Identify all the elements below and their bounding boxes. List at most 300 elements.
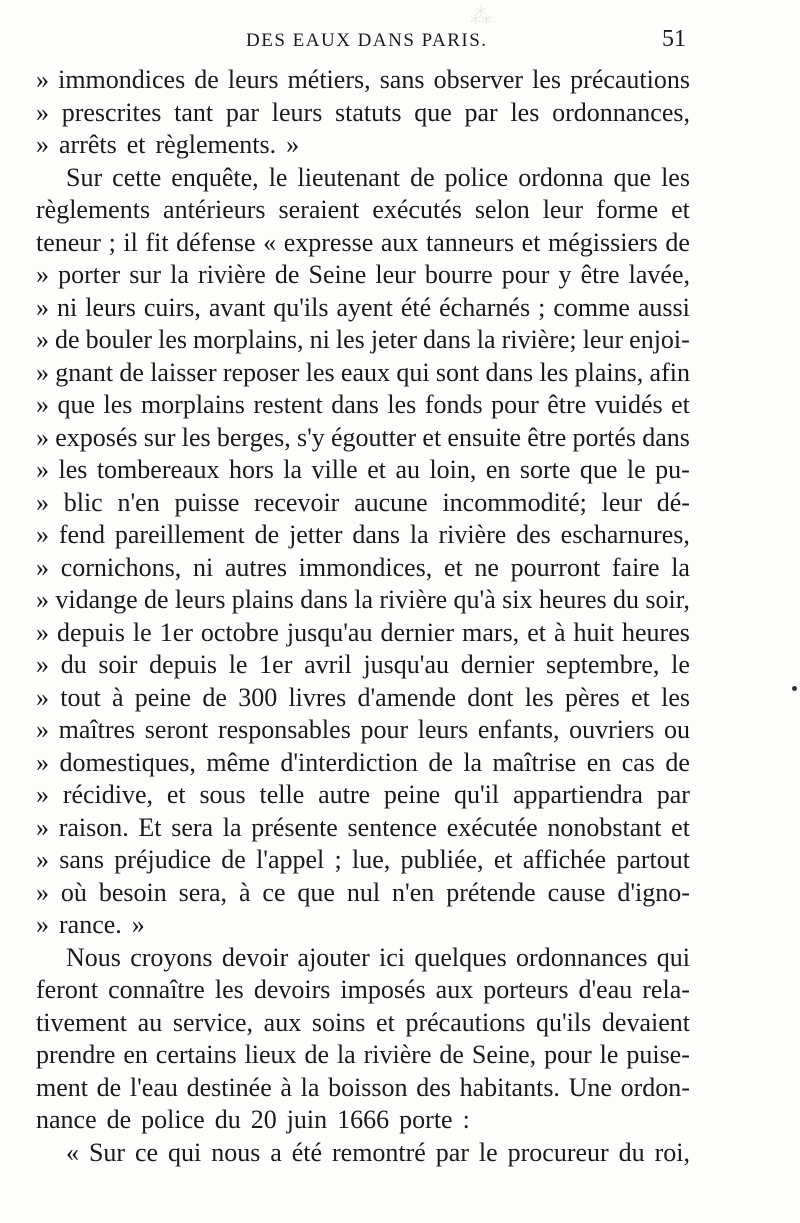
word: de [410,162,435,192]
word: du [60,650,87,679]
word: sans [59,845,105,874]
word: ensuite [447,422,522,452]
text-line [36,1104,690,1137]
word: de [439,1040,464,1069]
word: présente [251,812,338,842]
word: puisse [174,487,240,517]
word: pareillement [114,520,245,549]
word: fonds [424,390,483,419]
word: morplains, [193,325,304,354]
word: du [618,1137,645,1167]
word: fend [58,520,106,549]
text-line [36,357,690,390]
word: afin [649,357,690,387]
word: règlements [36,195,151,224]
text-line [36,64,690,97]
word: heures [538,585,607,614]
word: teneur [36,227,101,257]
word: seront [144,715,209,744]
word: dans [331,390,379,419]
text-line [36,617,690,650]
word: police [141,1105,205,1134]
word: responsables [217,715,351,744]
word: pour [491,390,539,419]
word: le [132,617,152,647]
word: » [36,97,49,127]
word: les [524,682,554,712]
word: ment [36,1072,88,1102]
word: police [444,162,509,192]
word: leurs [417,715,469,744]
word: n'en [117,487,160,517]
word: aux [263,1007,302,1037]
word: devoir [221,942,289,972]
word: mars, [462,617,520,647]
text-line [36,747,690,780]
text-line [36,259,690,292]
word: depuis [149,650,217,679]
word: que [57,390,96,419]
word: tombereaux [96,455,220,484]
word: soins [311,1007,366,1037]
word: enfants, [477,715,560,744]
text-line [36,942,690,975]
word: service, [172,1007,253,1037]
word: » [36,617,49,647]
word: les [539,357,569,387]
word: la [300,1072,320,1102]
word: ordonnances [516,942,648,972]
word: la [463,747,483,777]
word: escharnures, [560,520,690,549]
text-line [36,162,690,195]
word: telle [259,780,305,809]
word: feront [36,975,99,1004]
word: » [36,747,49,777]
word: comme [553,292,630,322]
page-number: 51 [662,26,686,52]
word: précautions [570,65,690,94]
text-line [36,97,690,130]
text-line [36,519,690,552]
word: de [144,585,169,614]
word: les [661,682,690,712]
word: : [462,1105,470,1134]
word: qu'ils [535,1007,592,1037]
word: jusqu'au [286,617,373,647]
word: ou [663,715,690,744]
word: peine [383,780,441,809]
word: tanneurs [425,227,515,257]
text-line [36,649,690,682]
word: pourront [510,552,601,582]
word: la [283,455,303,484]
word: nul [346,877,381,907]
word: 20 [250,1105,277,1134]
word: connaître [108,975,205,1004]
word: aucune [354,487,428,517]
text-line [36,389,690,422]
word: » [36,292,49,322]
word: enjoi- [629,325,690,354]
word: huit [573,617,614,647]
word: de [428,747,453,777]
word: ouvriers [569,715,655,744]
word: destinée [186,1072,272,1102]
word: six [502,585,533,614]
word: ce [262,877,286,907]
word: » [36,715,49,744]
word: partout [616,845,690,874]
word: être [547,390,587,419]
word: de [304,1040,330,1069]
word: porteurs [483,975,569,1004]
word: de [96,1072,122,1102]
word: aux [380,227,419,257]
word: faire [611,552,660,582]
word: leurs [227,65,279,94]
word: morplains [140,390,245,419]
word: préjudice [114,845,212,874]
word: imposés [340,975,426,1004]
word: avant [208,292,266,322]
word: qu'il [453,780,500,809]
word: besoin [98,877,167,907]
word: rivière [197,260,266,289]
word: depuis [57,617,125,647]
text-line [36,552,690,585]
word: dernier [380,617,455,647]
word: rance. [59,910,122,939]
word: gnant [55,357,114,387]
word: ordonna [518,162,604,192]
word: du [214,1105,241,1134]
word: » [36,780,49,809]
word: les [181,422,211,452]
word: ajouter [297,942,370,972]
word: bourre [424,260,493,289]
word: Seine, [471,1040,537,1069]
word: » [36,390,49,419]
word: que [579,455,618,484]
word: et [166,780,186,809]
word: défense [176,227,256,257]
word: lue, [352,845,391,874]
word: du [613,585,640,614]
word: et [671,390,690,419]
word: et [376,1007,395,1037]
word: » [36,650,49,679]
word: de [202,682,227,712]
word: 1er [259,650,293,679]
word: 1er [159,617,193,647]
word: été [400,292,432,322]
word: Une [568,1072,612,1102]
word: porte [399,1105,453,1134]
word: prendre [36,1040,116,1069]
word: » [36,130,49,159]
word: cette [112,162,162,192]
word: remontré [332,1137,426,1167]
word: le [671,650,690,679]
word: immondices [58,65,186,94]
word: exécutés [372,195,462,224]
text-line [36,1072,690,1105]
word: ville [311,455,358,484]
word: hors [229,455,274,484]
word: » [286,130,300,159]
word: habitants. [459,1072,560,1102]
word: par [464,97,498,127]
word: dans [300,585,348,614]
word: antérieurs [163,195,266,224]
text-line [36,909,690,942]
word: ne [474,552,499,582]
word: égoutter [331,422,417,452]
word: que [414,97,452,127]
word: maîtrise [492,747,577,777]
word: les [158,325,187,354]
body-text [36,64,690,1169]
word: a [270,1137,282,1167]
word: restent [253,390,323,419]
word: plains [231,585,294,614]
word: peine [134,682,192,712]
word: rivière [438,520,507,549]
word: lieux [244,1040,297,1069]
word: « [263,227,277,257]
word: » [36,422,49,452]
text-line [36,1007,690,1040]
word: ici [379,942,406,972]
word: les [510,97,540,127]
word: ; [538,292,546,322]
word: » [36,877,49,907]
word: rivière; [501,325,577,354]
word: octobre [200,617,279,647]
word: croyons [130,942,213,972]
text-line [36,682,690,715]
word: d'igno- [617,877,690,907]
word: les [103,390,133,419]
word: et [126,130,146,159]
word: et [521,227,541,257]
word: ce [135,1137,159,1167]
running-head: DES EAUX DANS PARIS. [246,30,488,51]
word: pu- [655,455,690,484]
word: affichée [522,845,607,874]
text-line [36,844,690,877]
word: bouler [85,325,153,354]
bleed-through-text: ⁂ [470,4,492,29]
word: sentence [347,812,438,842]
word: devoirs [253,975,331,1004]
word: Nous [66,942,121,972]
word: que [613,162,652,192]
word: devaient [601,1007,690,1037]
word: être [527,422,567,452]
word: roi, [654,1137,690,1167]
word: dans [352,520,400,549]
word: portés [572,422,637,452]
word: leur [375,260,416,289]
word: nous [211,1137,261,1167]
word: il [123,227,138,257]
word: les [661,162,690,192]
word: au [137,1007,163,1037]
word: aussi [637,292,690,322]
word: Sur [88,1137,126,1167]
word: ni [57,292,78,322]
word: » [36,552,49,582]
word: pères [564,682,620,712]
word: le [599,1040,619,1069]
word: même [206,747,270,777]
word: et [671,812,690,842]
text-line [36,194,690,227]
word: Et [138,812,162,842]
word: arrêts [59,130,117,159]
word: être [580,260,620,289]
text-line [36,227,690,260]
word: domestiques, [59,747,196,777]
word: des [416,1072,451,1102]
word: sur [143,422,176,452]
text-line [36,454,690,487]
word: dernier [460,650,535,679]
word: ni [192,552,214,582]
word: et [367,455,386,484]
word: de [254,520,280,549]
word: où [60,877,87,907]
word: rivière [363,1040,432,1069]
text-line [36,324,690,357]
word: dans [423,325,471,354]
word: métiers, [287,65,371,94]
word: les [532,65,562,94]
word: l'eau [129,1072,178,1102]
word: reposer [222,357,300,387]
word: rela- [642,975,690,1004]
word: jeter [370,325,417,354]
word: le [478,1137,498,1167]
word: soir, [645,585,690,614]
word: le [268,162,288,192]
word: leur [582,325,624,354]
word: recevoir [254,487,340,517]
word: lavée, [628,260,690,289]
word: exécutée [446,812,538,842]
word: » [36,682,49,712]
word: de [119,357,144,387]
word: 1666 [337,1105,390,1134]
word: mégissiers [548,227,658,257]
word: à [238,877,251,907]
word: » [36,845,49,874]
word: que [297,877,335,907]
word: la [476,325,496,354]
word: d'amende [357,682,457,712]
word: immondices, [298,552,433,582]
word: d'interdiction [280,747,418,777]
word: l'appel [256,845,325,874]
word: » [36,812,49,842]
word: heures [622,617,690,647]
word: qui [656,942,690,972]
word: exposés [55,422,138,452]
word: à [280,1072,292,1102]
word: règlements. [155,130,277,159]
word: la [170,260,189,289]
word: les [335,325,365,354]
word: tant [174,97,214,127]
text-line [36,584,690,617]
word: leur [601,487,643,517]
text-line [36,877,690,910]
word: des [516,520,551,549]
word: puise- [626,1040,690,1069]
word: cas [621,747,655,777]
word: avril [304,650,352,679]
word: la [222,812,242,842]
word: tivement [36,1007,127,1037]
word: qu'ils [273,292,329,322]
word: et [631,682,650,712]
word: » [131,910,145,939]
word: boisson [328,1072,408,1102]
word: certains [155,1040,237,1069]
word: statuts [335,97,402,127]
word: sera [171,812,214,842]
word: raison. [58,812,129,842]
word: à [553,617,566,647]
word: enquête, [171,162,259,192]
word: de [665,747,690,777]
word: les [58,455,88,484]
word: dont [467,682,514,712]
word: » [36,585,49,614]
word: de [221,845,246,874]
word: en [123,1040,148,1069]
word: qui [168,1137,202,1167]
word: » [36,520,49,549]
word: eaux [340,357,391,387]
text-line [36,129,690,162]
word: écharnés [439,292,531,322]
word: ; [334,845,342,874]
word: le [228,650,248,679]
word: » [36,455,49,484]
word: la [409,520,429,549]
word: et [493,845,513,874]
word: prétende [446,877,536,907]
word: et [443,552,463,582]
word: blic [63,487,103,517]
word: qui [396,357,430,387]
word: leurs [85,292,136,322]
text-line [36,1039,690,1072]
word: d'eau [578,975,633,1004]
word: en [485,455,511,484]
word: autres [224,552,287,582]
word: berges, [216,422,291,452]
word: les [305,357,335,387]
word: sorte [519,455,571,484]
word: livres [288,682,347,712]
word: par [225,97,260,127]
word: nance [36,1105,97,1134]
word: sera, [178,877,228,907]
